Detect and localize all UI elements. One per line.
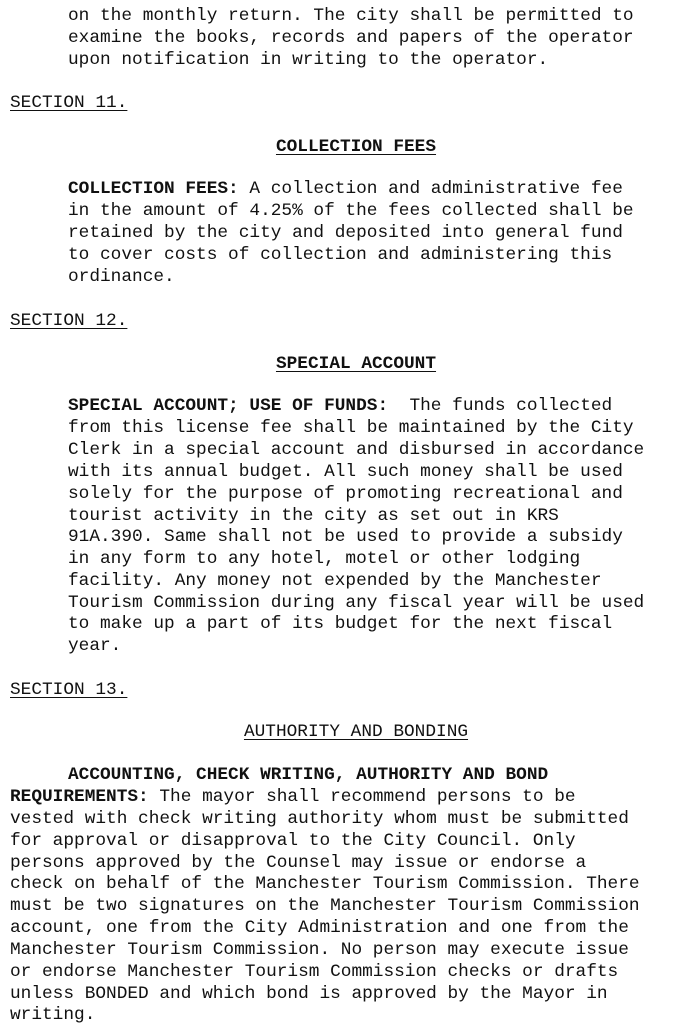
section-12-lead: SPECIAL ACCOUNT; USE OF FUNDS: xyxy=(68,396,389,416)
section-13-paragraph-line-2 xyxy=(10,787,576,809)
section-13-paragraph-line-7: must be two signatures on the Manchester Tourism Commission xyxy=(10,896,640,916)
section-13-paragraph-line-4: for approval or disapproval to the City Council. Only xyxy=(10,831,576,851)
section-12-paragraph-line-7: 91A.390. Same shall not be used to provide a subsidy xyxy=(68,527,623,547)
section-11-paragraph-line-2: in the amount of 4.25% of the fees collected shall be xyxy=(68,201,634,221)
section-12-paragraph-line-8: in any form to any hotel, motel or other lodging xyxy=(68,549,581,569)
section-12-paragraph-line-2: from this license fee shall be maintained by the City xyxy=(68,418,634,438)
section-12-paragraph-line-4: with its annual budget. All such money shall be used xyxy=(68,462,623,482)
section-11-paragraph-line-3: retained by the city and deposited into general fund xyxy=(68,223,623,243)
section-13-paragraph-line-12: writing. xyxy=(10,1005,96,1025)
section-13-paragraph-line-11: unless BONDED and which bond is approved by the Mayor in xyxy=(10,984,608,1004)
intro-line-2: examine the books, records and papers of the operator xyxy=(68,28,634,48)
section-13-paragraph-line-8: account, one from the City Administration and one from the xyxy=(10,918,629,938)
section-13-heading: SECTION 13. xyxy=(10,680,128,700)
section-13-paragraph-line-5: persons approved by the Counsel may issue or endorse a xyxy=(10,853,587,873)
section-11-paragraph-line-1 xyxy=(68,179,623,201)
section-12-paragraph-line-5: solely for the purpose of promoting recreational and xyxy=(68,484,623,504)
section-11-paragraph-line-4: to cover costs of collection and administering this xyxy=(68,245,613,265)
section-12-paragraph-line-9: facility. Any money not expended by the Manchester xyxy=(68,571,602,591)
section-11-first-line-rest: A collection and administrative fee xyxy=(238,179,623,199)
section-12-first-line-rest: The funds collected xyxy=(388,396,613,416)
section-11-lead: COLLECTION FEES: xyxy=(68,179,239,199)
section-12-paragraph-line-10: Tourism Commission during any fiscal year will be used xyxy=(68,593,645,613)
section-12-paragraph-line-1 xyxy=(68,396,612,418)
section-13-paragraph-line-6: check on behalf of the Manchester Tourism Commission. There xyxy=(10,874,640,894)
section-12-paragraph-line-11: to make up a part of its budget for the next fiscal xyxy=(68,614,613,634)
section-13-paragraph-line-9: Manchester Tourism Commission. No person may execute issue xyxy=(10,940,629,960)
intro-line-3: upon notification in writing to the operator. xyxy=(68,50,549,70)
section-11-title: COLLECTION FEES xyxy=(275,137,437,157)
section-13-paragraph-line-3: vested with check writing authority whom must be submitted xyxy=(10,809,629,829)
section-11-paragraph-line-5: ordinance. xyxy=(68,267,175,287)
section-12-paragraph-line-3: Clerk in a special account and disbursed in accordance xyxy=(68,440,645,460)
intro-line-1: on the monthly return. The city shall be permitted to xyxy=(68,6,634,26)
section-13-lead-line-2: REQUIREMENTS: xyxy=(10,787,149,807)
section-13-lead-line-1: ACCOUNTING, CHECK WRITING, AUTHORITY AND BOND xyxy=(68,765,549,785)
section-12-heading: SECTION 12. xyxy=(10,311,128,331)
section-12-paragraph-line-6: tourist activity in the city as set out in KRS xyxy=(68,506,559,526)
section-13-line-2-rest: The mayor shall recommend persons to be xyxy=(148,787,576,807)
section-11-heading: SECTION 11. xyxy=(10,93,128,113)
section-12-title: SPECIAL ACCOUNT xyxy=(275,354,437,374)
section-13-title: AUTHORITY AND BONDING xyxy=(243,722,469,742)
section-13-paragraph-line-10: or endorse Manchester Tourism Commission checks or drafts xyxy=(10,962,619,982)
section-12-paragraph-line-12: year. xyxy=(68,636,122,656)
